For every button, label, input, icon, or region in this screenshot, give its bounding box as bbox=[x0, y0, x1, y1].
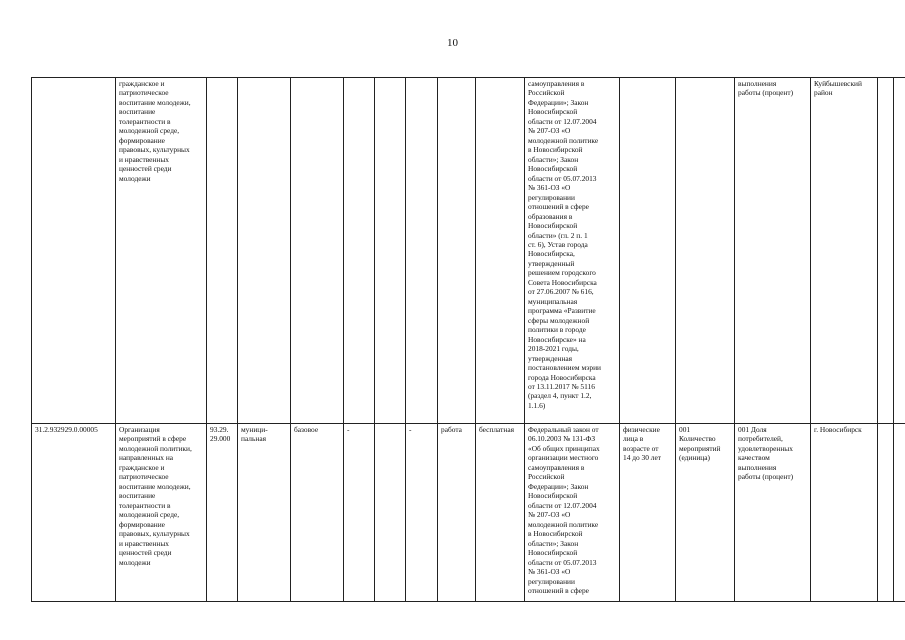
table-row bbox=[32, 78, 905, 424]
cell-legal-basis: самоуправления в Российской Федерации»; Закон Новосибирской области от 12.07.2004 № 207-ОЗ «О молодежной политике в Новосибирской области»; Закон Новосибирской области от 05.07.2013 № 361-ОЗ «О регулировании отношений в сфере образования в Новосибирской области» (гл. 2 п. 1 ст. 6), Устав города Новосибирска, утвержденный решением городского Совета Новосибирска от 27.06.2007 № 616, муниципальная программа «Развитие сферы молодежной политики в городе Новосибирске» на 2018-2021 годы, утвержденная постановлением мэрии города Новосибирска от 13.11.2017 № 5116 (раздел 4, пункт 1.2, 1.1.6) bbox=[525, 78, 620, 424]
cell-col8: - bbox=[406, 424, 438, 602]
page-number: 10 bbox=[447, 37, 458, 49]
cell-col7 bbox=[375, 78, 406, 424]
cell-quality: выполнения работы (процент) bbox=[735, 78, 811, 424]
cell-quality: 001 Доля потребителей, удовлетворенных качеством выполнения работы (процент) bbox=[735, 424, 811, 602]
cell-consumers: физические лица в возрасте от 14 до 30 лет bbox=[620, 424, 676, 602]
cell-col6 bbox=[344, 78, 375, 424]
cell-col9: работа bbox=[438, 424, 476, 602]
cell-work-name: Организация мероприятий в сфере молодежной политики, направленных на гражданское и патриотическое воспитание молодежи, воспитание толерантности в молодежной среде, формирование правовых, культурных и нравственных ценностей среди молодежи bbox=[116, 424, 207, 602]
cell-org-form bbox=[238, 78, 291, 424]
cell-col9 bbox=[438, 78, 476, 424]
cell-col7 bbox=[375, 424, 406, 602]
cell-work-name: гражданское и патриотическое воспитание молодежи, воспитание толерантности в молодежной среде, формирование правовых, культурных и нравственных ценностей среди молодежи bbox=[116, 78, 207, 424]
cell-type bbox=[291, 78, 344, 424]
cell-consumers bbox=[620, 78, 676, 424]
cell-legal-basis: Федеральный закон от 06.10.2003 № 131-ФЗ «Об общих принципах организации местного самоуправления в Российской Федерации»; Закон Новосибирской области от 12.07.2004 № 207-ОЗ «О молодежной политике в Новосибирской области»; Закон Новосибирской области от 05.07.2013 № 361-ОЗ «О регулировании отношений в сфере bbox=[525, 424, 620, 602]
cell-col16 bbox=[878, 78, 894, 424]
cell-territory: Куйбышевский район bbox=[811, 78, 878, 424]
cell-volume bbox=[676, 78, 735, 424]
cell-col16 bbox=[878, 424, 894, 602]
cell-col17 bbox=[894, 424, 905, 602]
cell-registry-code bbox=[32, 78, 116, 424]
cell-col6: - bbox=[344, 424, 375, 602]
cell-okved: 93.29. 29.000 bbox=[207, 424, 238, 602]
cell-volume: 001 Количество мероприятий (единица) bbox=[676, 424, 735, 602]
cell-type: базовое bbox=[291, 424, 344, 602]
cell-col10: бесплатная bbox=[476, 424, 525, 602]
cell-col10 bbox=[476, 78, 525, 424]
cell-territory: г. Новосибирск bbox=[811, 424, 878, 602]
cell-okved bbox=[207, 78, 238, 424]
registry-table bbox=[31, 77, 905, 602]
cell-org-form: муници- пальная bbox=[238, 424, 291, 602]
cell-registry-code: 31.2.932929.0.00005 bbox=[32, 424, 116, 602]
cell-col17 bbox=[894, 78, 905, 424]
cell-col8 bbox=[406, 78, 438, 424]
table-row bbox=[32, 424, 905, 602]
